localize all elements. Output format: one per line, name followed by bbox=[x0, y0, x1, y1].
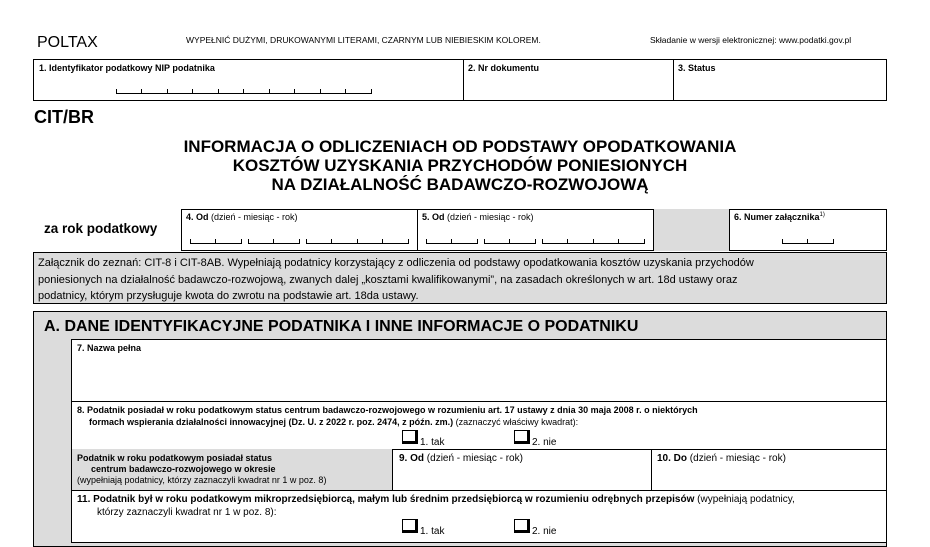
rd-centre-yes-checkbox[interactable] bbox=[402, 430, 418, 444]
doc-number-field bbox=[463, 59, 674, 101]
rd-centre-period-label-box bbox=[71, 449, 393, 491]
date-from-label: 4. Od (dzień - miesiąc - rok) bbox=[186, 212, 298, 222]
rd-period-from-field[interactable] bbox=[392, 449, 652, 491]
status-field bbox=[673, 59, 887, 101]
section-a-title: A. DANE IDENTYFIKACYJNE PODATNIKA I INNE INFORMACJE O PODATNIKU bbox=[44, 318, 639, 335]
rd-period-to-field[interactable] bbox=[651, 449, 887, 491]
rd-period-from-label: 9. Od (dzień - miesiąc - rok) bbox=[399, 453, 523, 464]
nip-label: 1. Identyfikator podatkowy NIP podatnika bbox=[39, 63, 215, 73]
title-line-2: KOSZTÓW UZYSKANIA PRZYCHODÓW PONIESIONYCH bbox=[232, 156, 688, 175]
rd-period-to-label: 10. Do (dzień - miesiąc - rok) bbox=[657, 453, 786, 464]
intro-text: Załącznik do zeznań: CIT-8 i CIT-8AB. Wypełniają podatnicy korzystający z odliczenia od podstawy opodatkowania kosztów uzyskania przychodów poniesionych na działalność badawczo-rozwojową, zwanych dalej „kosztami kwalifikowanymi”, na zasadach określonych w art. 18d ustawy oraz podatnicy, którym przysługuje kwota do zwrotu na podstawie art. 18da ustawy. bbox=[38, 257, 754, 302]
nip-ticks bbox=[116, 86, 372, 94]
sme-no-checkbox[interactable] bbox=[514, 519, 530, 533]
status-label: 3. Status bbox=[678, 63, 716, 73]
sme-no-label: 2. nie bbox=[532, 526, 557, 537]
full-name-label: 7. Nazwa pełna bbox=[77, 343, 142, 353]
date-to-field[interactable] bbox=[417, 209, 654, 251]
doc-number-label: 2. Nr dokumentu bbox=[468, 63, 540, 73]
sme-yes-checkbox[interactable] bbox=[402, 519, 418, 533]
title-line-1: INFORMACJA O ODLICZENIACH OD PODSTAWY OPODATKOWANIA bbox=[183, 137, 737, 156]
nip-field[interactable] bbox=[33, 59, 464, 101]
form-code: CIT/BR bbox=[34, 107, 94, 127]
title-line-3: NA DZIAŁALNOŚĆ BADAWCZO-ROZWOJOWĄ bbox=[271, 175, 649, 194]
sme-status-text: 11. Podatnik był w roku podatkowym mikroprzedsiębiorcą, małym lub średnim przedsiębiorcą w rozumieniu odrębnych przepisów (wypełniają podatnicy, którzy zaznaczyli kwadrat nr 1 w poz. 8): bbox=[77, 494, 795, 518]
rd-centre-status-field bbox=[71, 401, 887, 450]
form-title bbox=[33, 137, 887, 194]
rd-centre-period-text: Podatnik w roku podatkowym posiadał status centrum badawczo-rozwojowego w okresie (wypełniają podatnicy, którzy zaznaczyli kwadrat nr 1 w poz. 8) bbox=[77, 453, 327, 485]
rd-centre-no-checkbox[interactable] bbox=[514, 430, 530, 444]
date-from-field[interactable] bbox=[181, 209, 418, 251]
sme-status-field bbox=[71, 490, 887, 543]
date-to-label: 5. Od (dzień - miesiąc - rok) bbox=[422, 212, 534, 222]
electronic-submission: Składanie w wersji elektronicznej: www.podatki.gov.pl bbox=[650, 35, 852, 45]
attachment-number-label: 6. Numer załącznika$^{1)}$ bbox=[734, 212, 825, 222]
intro-box bbox=[33, 252, 887, 304]
sme-yes-label: 1. tak bbox=[420, 526, 445, 537]
fill-instruction: WYPEŁNIĆ DUŻYMI, DRUKOWANYMI LITERAMI, CZARNYM LUB NIEBIESKIM KOLOREM. bbox=[186, 35, 541, 45]
tax-year-label: za rok podatkowy bbox=[44, 221, 158, 236]
rd-centre-yes-label: 1. tak bbox=[420, 437, 445, 448]
rd-centre-status-text: 8. Podatnik posiadał w roku podatkowym status centrum badawczo-rozwojowego w rozumieniu art. 17 ustawy z dnia 30 maja 2008 r. o niektórych formach wspierania działalności innowacyjnej (Dz. U. z 2022 r. poz. 2474, z późn. zm.) (zaznaczyć właściwy kwadrat): bbox=[77, 405, 698, 427]
rd-centre-no-label: 2. nie bbox=[532, 437, 557, 448]
attachment-number-field[interactable] bbox=[729, 209, 887, 251]
brand-label: POLTAX bbox=[37, 34, 98, 51]
full-name-field[interactable] bbox=[71, 339, 887, 402]
